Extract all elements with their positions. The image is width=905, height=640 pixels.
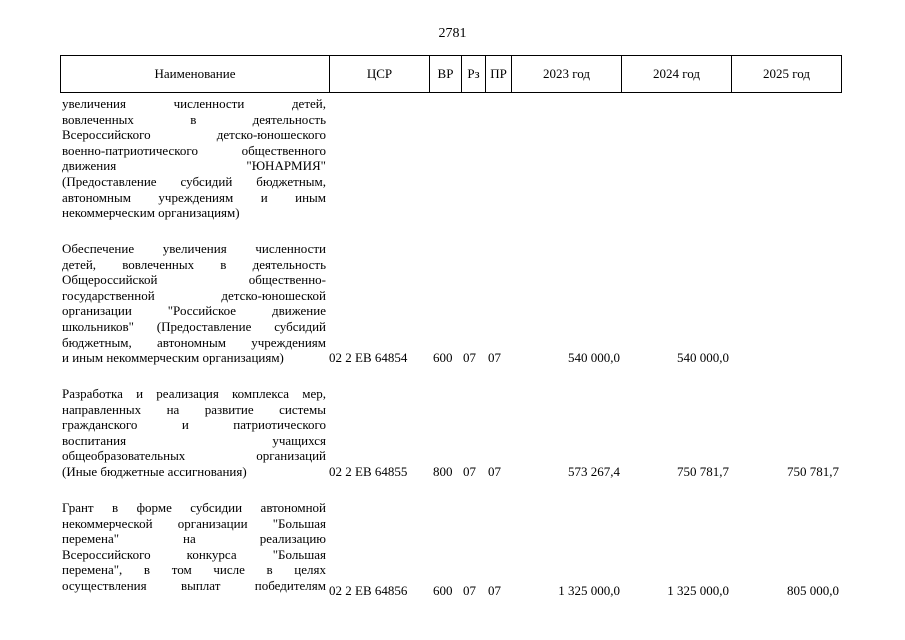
cell-vr: 600 [433,583,453,598]
cell-2023: 1 325 000,0 [558,583,620,598]
cell-2025: 750 781,7 [787,464,839,479]
name-line: увеличения численности детей, [62,96,326,111]
cell-2023: 540 000,0 [568,350,620,365]
name-line: бюджетным, автономным учреждениям [62,334,326,350]
name-line: Грант в форме субсидии автономной [62,500,326,515]
header-rz: Рз [462,56,486,92]
cell-vr: 600 [433,350,453,365]
cell-2024: 1 325 000,0 [667,583,729,598]
header-csr: ЦСР [330,56,430,92]
header-pr: ПР [486,56,512,92]
cell-pr: 07 [488,464,501,479]
name-line: направленных на развитие системы [62,401,326,417]
name-line: гражданского и патриотического [62,417,326,433]
cell-csr: 02 2 EB 64856 [329,583,408,598]
header-2025: 2025 год [763,66,810,81]
cell-2023: 573 267,4 [568,464,620,479]
name-line: школьников" (Предоставление субсидий [62,318,326,334]
cell-2024: 750 781,7 [677,464,729,479]
cell-pr: 07 [488,350,501,365]
header-name: Наименование [61,56,330,92]
page-number: 2781 [438,26,467,41]
name-line: Разработка и реализация комплекса мер, [62,386,326,401]
name-line: воспитания учащихся [62,432,326,448]
header-2024: 2024 год [622,56,732,92]
name-line: вовлеченных в деятельность [62,111,326,127]
name-line: (Предоставление субсидий бюджетным, [62,173,326,189]
name-line: детей, вовлеченных в деятельность [62,256,326,272]
name-line: организации "Российское движение [62,303,326,319]
name-line: осуществления выплат победителям [62,577,326,593]
row-name [62,386,326,480]
name-line: Обеспечение увеличения численности [62,241,326,256]
table-header [60,55,842,93]
name-line: государственной детско-юношеской [62,287,326,303]
row-name [62,500,326,594]
name-line: Общероссийской общественно- [62,272,326,288]
name-line: Всероссийского конкурса "Большая [62,546,326,562]
name-line: некоммерческим организациям) [62,205,240,221]
name-line: (Иные бюджетные ассигнования) [62,463,247,479]
name-line: автономным учреждениям и иным [62,189,326,205]
row-name [62,241,326,366]
row-name [62,96,326,221]
name-line: движения "ЮНАРМИЯ" [62,158,326,174]
name-line: перемена" на реализацию [62,531,326,547]
header-vr: ВР [430,56,462,92]
name-line: общеобразовательных организаций [62,448,326,464]
header-2023: 2023 год [512,56,622,92]
name-line: Всероссийского детско-юношеского [62,127,326,143]
cell-rz: 07 [463,350,476,365]
cell-rz: 07 [463,464,476,479]
name-line: военно-патриотического общественного [62,142,326,158]
name-line: и иным некоммерческим организациям) [62,350,284,366]
cell-vr: 800 [433,464,453,479]
cell-2025: 805 000,0 [787,583,839,598]
cell-2024: 540 000,0 [677,350,729,365]
cell-csr: 02 2 EB 64855 [329,464,408,479]
cell-pr: 07 [488,583,501,598]
name-line: перемена", в том числе в целях [62,562,326,578]
name-line: некоммерческой организации "Большая [62,515,326,531]
cell-csr: 02 2 EB 64854 [329,350,408,365]
cell-rz: 07 [463,583,476,598]
